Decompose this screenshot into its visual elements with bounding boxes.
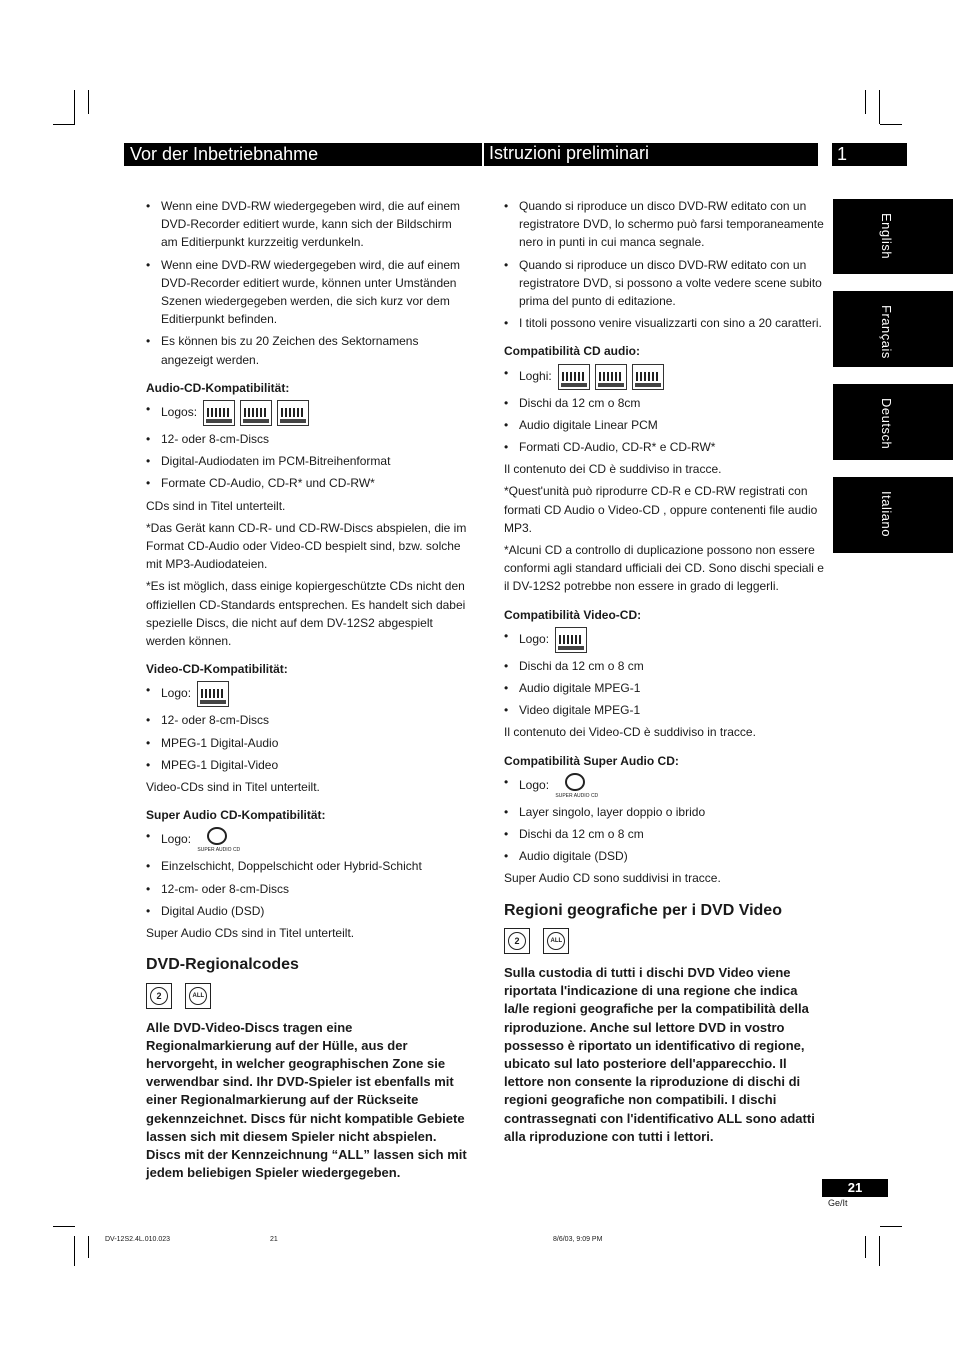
list-item: • Dischi da 12 cm o 8 cm (504, 825, 826, 843)
footer-timestamp: 8/6/03, 9:09 PM (553, 1236, 603, 1243)
list-item: • 12-cm- oder 8-cm-Discs (146, 880, 468, 898)
note: CDs sind in Titel unterteilt. (146, 498, 286, 513)
compact-disc-video-logo (197, 681, 229, 707)
crop-mark (880, 124, 902, 125)
note: *Quest'unità può riprodurre CD-R e CD-RW registrati con formati CD Audio o Video-CD , oppure contenenti file audio MP3. (504, 484, 818, 535)
note: *Alcuni CD a controllo di duplicazione possono non essere conformi agli standard ufficiali dei CD. Sono dischi speciali e il DV-12S2 potrebbe non essere in grado di leggerli. (504, 543, 824, 594)
language-tab-label: Deutsch (879, 398, 894, 450)
crop-mark (74, 90, 75, 124)
sacd-list (504, 773, 826, 866)
region-icons (504, 928, 826, 958)
compact-disc-recordable-logo (595, 364, 627, 390)
list-item (146, 400, 468, 426)
language-tab-italiano (833, 477, 953, 553)
list-item (504, 773, 826, 799)
list-item (146, 827, 468, 853)
list-item: • Video digitale MPEG-1 (504, 701, 826, 719)
list-item: • 12- oder 8-cm-Discs (146, 711, 468, 729)
column-italian (504, 197, 826, 1146)
chapter-number: 1 (832, 143, 907, 166)
audio-cd-list (504, 364, 826, 457)
list-item: • Es können bis zu 20 Zeichen des Sektornamens angezeigt werden. (146, 332, 468, 368)
region-2-icon: 2 (504, 928, 530, 954)
section-title-it: Istruzioni preliminari (484, 143, 818, 166)
list-item: • Wenn eine DVD-RW wiedergegeben wird, die auf einem DVD-Recorder editiert wurde, können unter Umständen Szenen wiedergegeben werden, die sich kurz vor dem Editierpunkt befinden. (146, 256, 468, 329)
list-item: • Formati CD-Audio, CD-R* e CD-RW* (504, 438, 826, 456)
compact-disc-recordable-logo (240, 400, 272, 426)
sacd-heading: Compatibilità Super Audio CD: (504, 753, 679, 768)
note: Video-CDs sind in Titel unterteilt. (146, 780, 320, 795)
list-item: • MPEG-1 Digital-Video (146, 756, 468, 774)
region-all-icon: ALL (543, 928, 569, 954)
sacd-list (146, 827, 468, 920)
section-title-de: Vor der Inbetriebnahme (124, 143, 482, 166)
compact-disc-rewritable-logo (277, 400, 309, 426)
crop-mark (865, 1236, 866, 1258)
super-audio-cd-logo (555, 773, 603, 799)
logo-label: Logo: (519, 632, 550, 647)
note: Il contenuto dei Video-CD è suddiviso in tracce. (504, 725, 756, 740)
crop-mark (53, 1226, 75, 1227)
list-item: • Quando si riproduce un disco DVD-RW editato con un registratore DVD, lo schermo può farsi temporaneamente nero in punti in cui manca segnale. (504, 197, 826, 252)
list-item: • Wenn eine DVD-RW wiedergegeben wird, die auf einem DVD-Recorder editiert wurde, kann sich der Bildschirm am Editierpunkt kurzzeitig verdunkeln. (146, 197, 468, 252)
list-item (504, 627, 826, 653)
list-item: • Audio digitale (DSD) (504, 847, 826, 865)
crop-mark (879, 1236, 880, 1266)
compact-disc-audio-logo (558, 364, 590, 390)
list-item: • Layer singolo, layer doppio o ibrido (504, 803, 826, 821)
page-language-code: Ge/It (828, 1198, 848, 1208)
sacd-heading: Super Audio CD-Kompatibilität: (146, 808, 326, 823)
compact-disc-video-logo (555, 627, 587, 653)
logo-label: Logo: (161, 832, 192, 847)
video-cd-heading: Compatibilità Video-CD: (504, 607, 642, 622)
list-item: • Dischi da 12 cm o 8cm (504, 394, 826, 412)
language-tab-label: English (879, 213, 894, 260)
video-cd-list (146, 681, 468, 774)
intro-list (146, 197, 468, 369)
language-tab-deutsch (833, 384, 953, 460)
list-item: • 12- oder 8-cm-Discs (146, 430, 468, 448)
list-item: • Audio digitale Linear PCM (504, 416, 826, 434)
region-heading: DVD-Regionalcodes (146, 956, 299, 974)
region-body: Sulla custodia di tutti i dischi DVD Video viene riportata l'indicazione di una regione che indica la/le regioni geografiche per la compatibilità della riproduzione. Anche sul lettore DVD in vostro possesso è riportato un identificativo di regione, ubicato sul lato posteriore dell'apparecchio. Il lettore non consente la riproduzione di dischi di regioni geografiche non compatibili. I dischi contrassegnati con l'identificativo ALL sono adatti alla riproduzione con tutti i lettori. (504, 964, 815, 1144)
logo-label: Logo: (161, 686, 192, 701)
logo-label: Logo: (519, 778, 550, 793)
compact-disc-audio-logo (203, 400, 235, 426)
list-item: • I titoli possono venire visualizzarti con sino a 20 caratteri. (504, 314, 826, 332)
language-tab-english (833, 199, 953, 274)
crop-mark (879, 90, 880, 124)
logos-label: Loghi: (519, 368, 552, 383)
note: Il contenuto dei CD è suddiviso in tracce. (504, 462, 722, 477)
list-item: • Formate CD-Audio, CD-R* und CD-RW* (146, 474, 468, 492)
region-2-icon: 2 (146, 983, 172, 1009)
note: Super Audio CD sono suddivisi in tracce. (504, 871, 721, 886)
list-item (504, 364, 826, 390)
column-german (146, 197, 468, 1182)
crop-mark (865, 90, 866, 114)
language-tab-label: Italiano (879, 491, 894, 537)
logos-label: Logos: (161, 405, 198, 420)
audio-cd-heading: Audio-CD-Kompatibilität: (146, 380, 290, 395)
language-tab-francais (833, 291, 953, 367)
region-all-icon: ALL (185, 983, 211, 1009)
sacd-logo-caption: SUPER AUDIO CD (555, 792, 599, 799)
list-item: • Dischi da 12 cm o 8 cm (504, 657, 826, 675)
list-item: • Einzelschicht, Doppelschicht oder Hybrid-Schicht (146, 857, 468, 875)
audio-cd-list (146, 400, 468, 493)
note: *Es ist möglich, dass einige kopiergeschützte CDs nicht den offiziellen CD-Standards entsprechen. Es handelt sich dabei spezielle Discs, die nicht auf dem DV-12S2 abgespielt werden können. (146, 579, 466, 649)
region-heading: Regioni geografiche per i DVD Video (504, 901, 782, 919)
compact-disc-rewritable-logo (632, 364, 664, 390)
footer-page: 21 (270, 1236, 278, 1243)
super-audio-cd-logo (197, 827, 245, 853)
crop-mark (88, 1236, 89, 1258)
page-number: 21 (822, 1179, 888, 1197)
crop-mark (880, 1226, 902, 1227)
list-item (146, 681, 468, 707)
crop-mark (74, 1236, 75, 1266)
list-item: • Digital-Audiodaten im PCM-Bitreihenformat (146, 452, 468, 470)
crop-mark (88, 90, 89, 114)
list-item: • Digital Audio (DSD) (146, 902, 468, 920)
region-body: Alle DVD-Video-Discs tragen eine Regionalmarkierung auf der Hülle, aus der hervorgeht, in welcher geographischen Zone sie verwendbar sind. Ihr DVD-Spieler ist ebenfalls mit einer Regionalmarkierung auf der Rückseite gekennzeichnet. Discs für nicht kompatible Gebiete lassen sich mit diesem Spieler nicht abspielen. Discs mit der Kennzeichnung “ALL” lassen sich mit jedem beliebigen Spieler wiedergegeben. (146, 1019, 467, 1181)
language-tab-label: Français (879, 305, 894, 359)
crop-mark (53, 124, 75, 125)
sacd-logo-caption: SUPER AUDIO CD (197, 847, 241, 854)
audio-cd-heading: Compatibilità CD audio: (504, 344, 640, 359)
video-cd-heading: Video-CD-Kompatibilität: (146, 662, 288, 677)
video-cd-list (504, 627, 826, 720)
list-item: • Audio digitale MPEG-1 (504, 679, 826, 697)
list-item: • MPEG-1 Digital-Audio (146, 734, 468, 752)
footer-file: DV-12S2.4L.010.023 (105, 1236, 170, 1243)
region-icons (146, 983, 468, 1013)
list-item: • Quando si riproduce un disco DVD-RW editato con un registratore DVD, si possono a volte vedere scene subito prima del punto di editazione. (504, 256, 826, 311)
intro-list (504, 197, 826, 332)
note: *Das Gerät kann CD-R- und CD-RW-Discs abspielen, die im Format CD-Audio oder Video-CD bespielt sind, bzw. solche mit MP3-Audiodateien. (146, 520, 467, 572)
note: Super Audio CDs sind in Titel unterteilt. (146, 926, 355, 941)
